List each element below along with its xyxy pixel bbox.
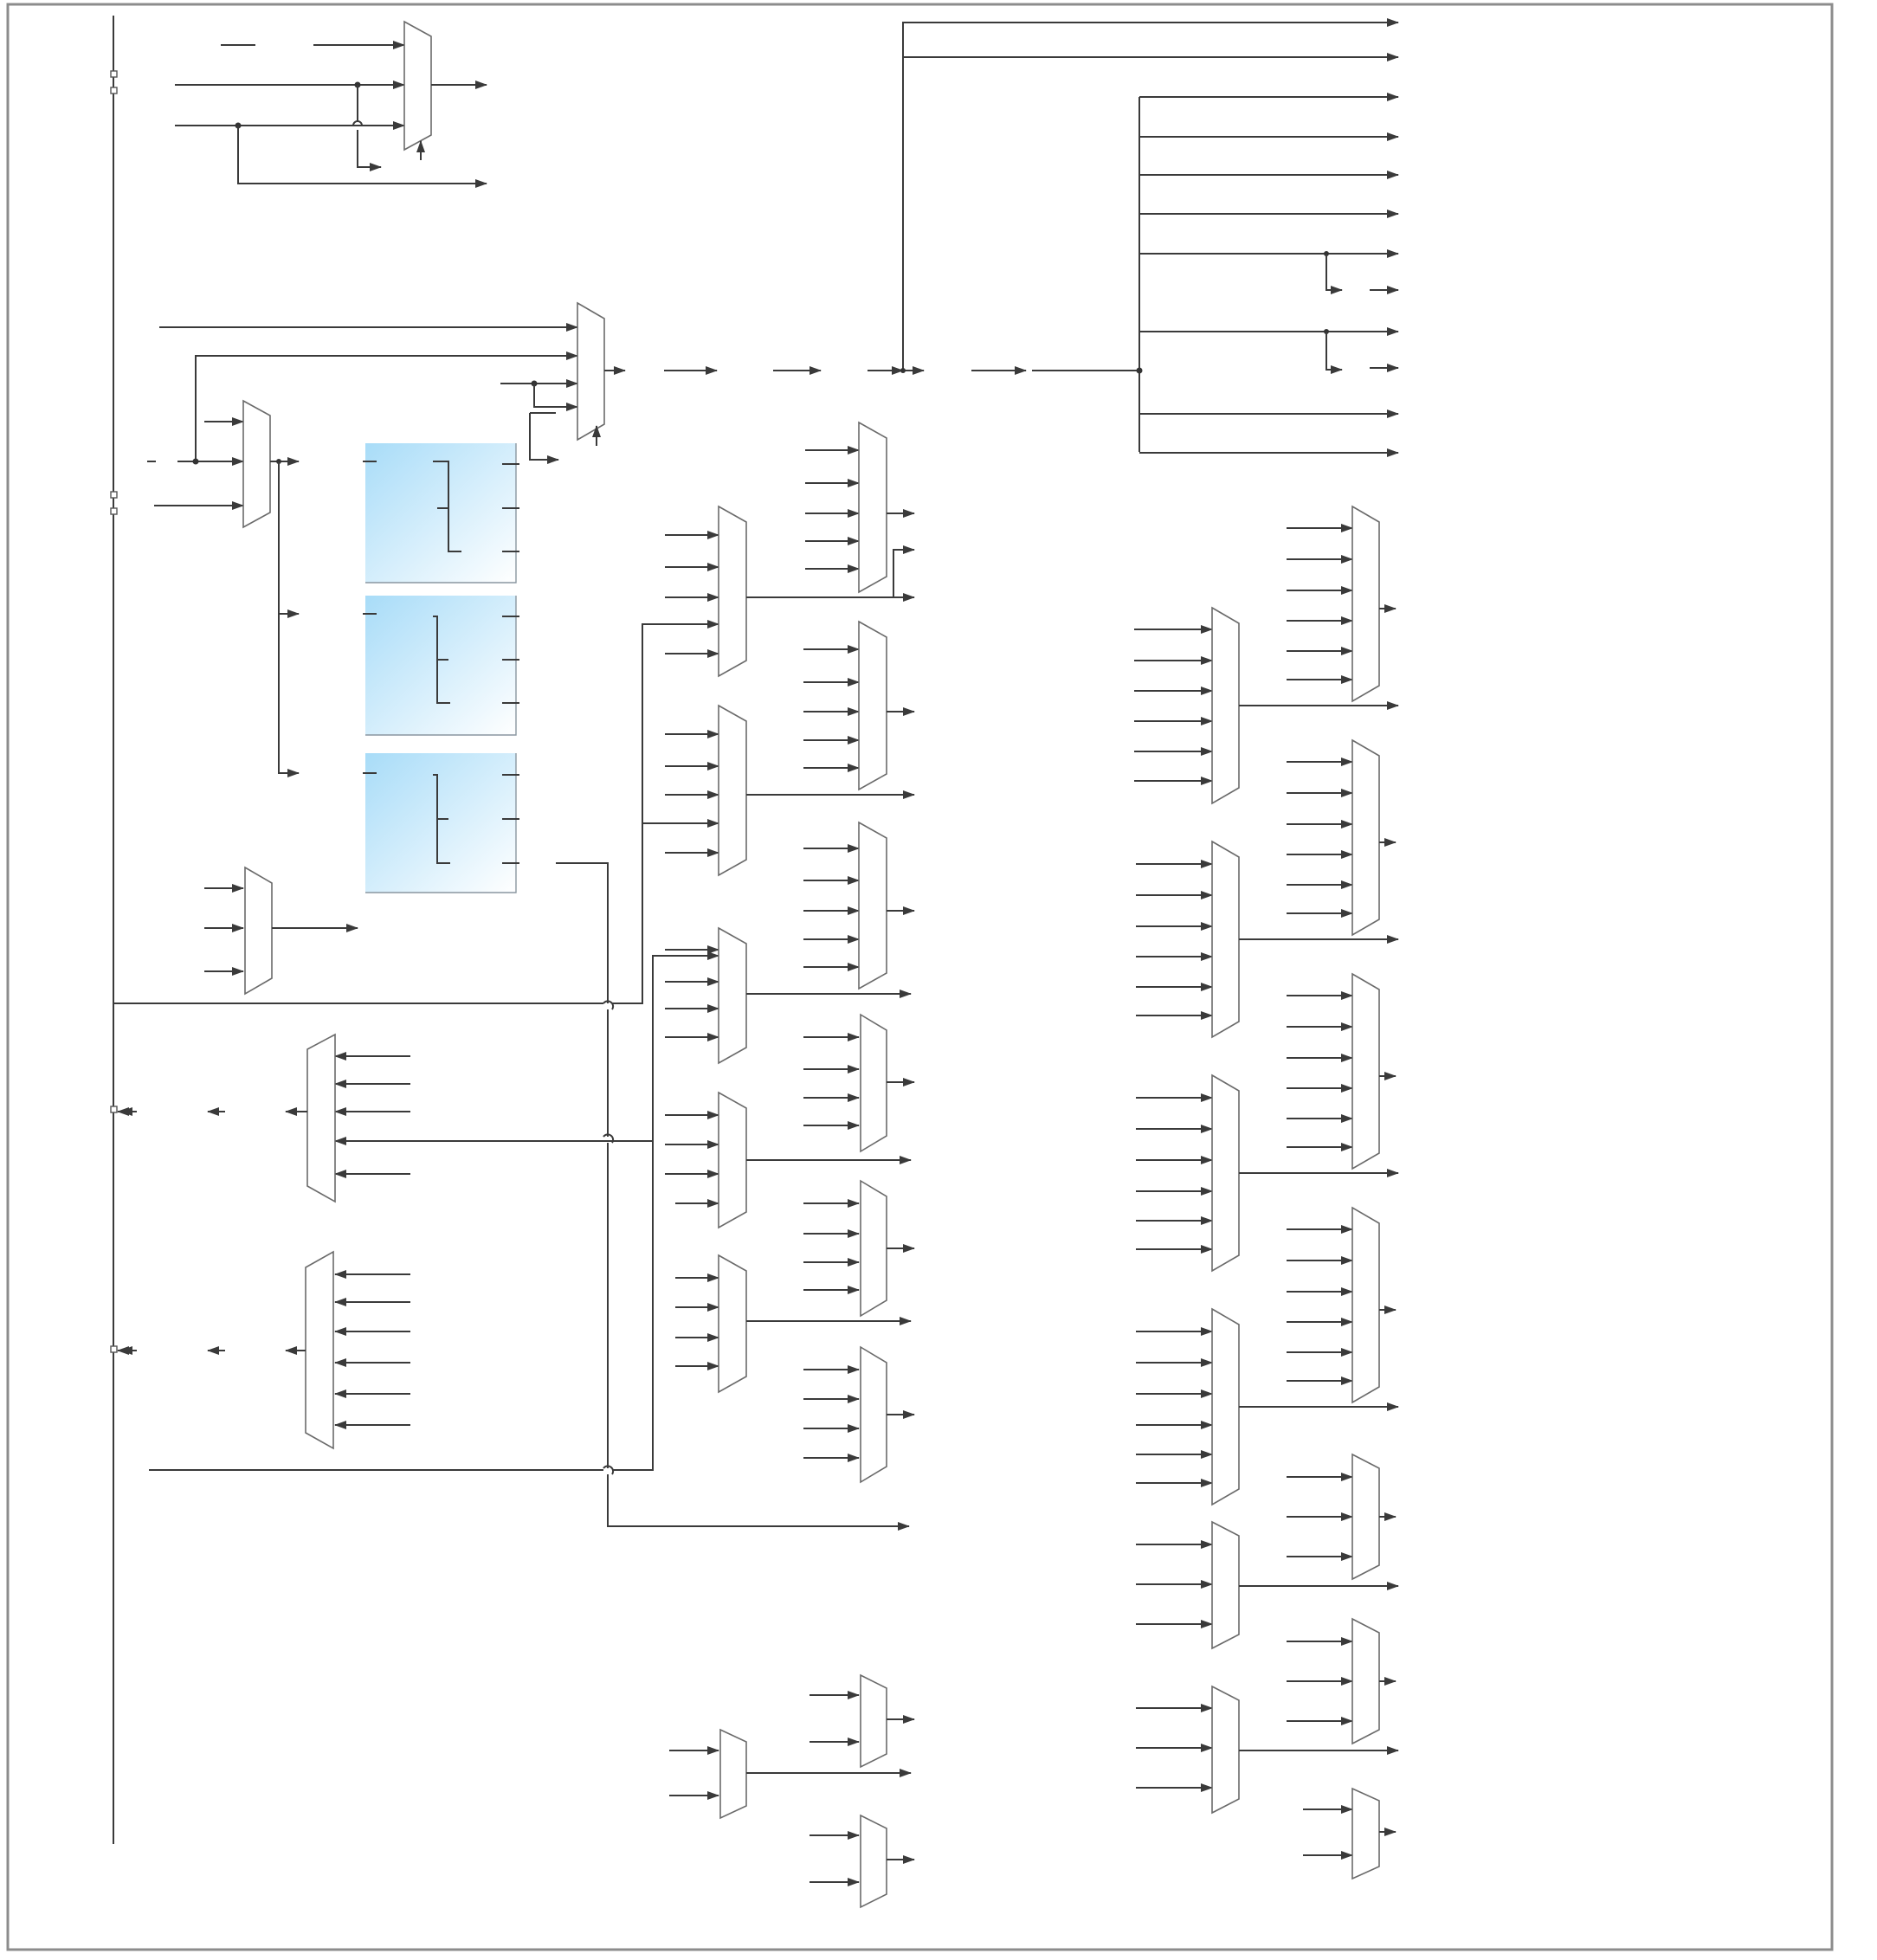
mux-col4-5	[1287, 1454, 1396, 1579]
mux-col4-2	[1287, 740, 1396, 935]
diagram-frame	[8, 4, 1832, 1950]
right-distribution	[1137, 97, 1399, 453]
top-left-mux-group	[175, 22, 487, 184]
mux-col2-2	[803, 622, 914, 790]
mux-col2-1	[805, 422, 914, 597]
mux-col4-4	[1287, 1208, 1396, 1402]
mux-col2-3	[803, 822, 914, 989]
mux-col4-3	[1287, 974, 1396, 1169]
mux-col4-7	[1303, 1789, 1396, 1879]
mux-mid-left	[204, 867, 358, 994]
mux-col2-7	[809, 1675, 914, 1767]
mux-col4-1	[1287, 506, 1396, 701]
mux-col4-6	[1287, 1619, 1396, 1744]
pll-input-mux-group	[147, 401, 299, 773]
mux-output-b	[118, 1252, 410, 1448]
mux-col2-8	[809, 1815, 914, 1907]
mux-top-left	[404, 22, 431, 150]
top-distribution	[900, 23, 1398, 373]
mux-main-select	[577, 303, 604, 440]
mux-output-a	[118, 1035, 653, 1202]
mux-col2-6	[803, 1347, 914, 1482]
mux-col2-4	[803, 1015, 914, 1151]
pll-block-2	[363, 596, 519, 735]
main-select-group	[159, 303, 1139, 461]
bus-line-1696	[149, 956, 719, 1470]
mux-pll-input	[243, 401, 270, 527]
mux-col2-5	[803, 1181, 914, 1316]
pll-block-3	[363, 753, 519, 893]
pll-block-1	[363, 443, 519, 583]
